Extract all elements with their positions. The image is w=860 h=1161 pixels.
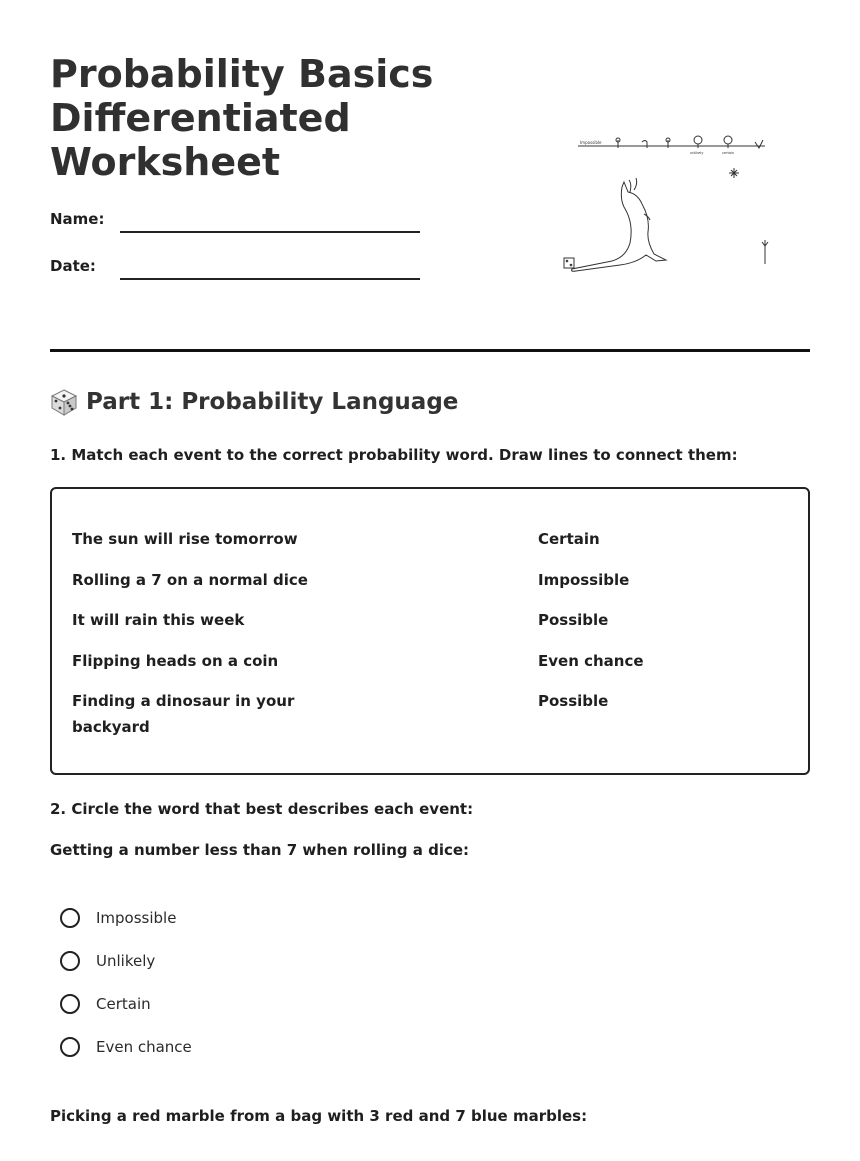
option-unlikely[interactable] bbox=[60, 948, 155, 974]
part1-title: Part 1: Probability Language bbox=[86, 389, 459, 415]
match-word[interactable]: Possible bbox=[538, 611, 609, 629]
name-label: Name: bbox=[50, 210, 105, 228]
worksheet-title: Probability Basics Differentiated Worksheet bbox=[50, 52, 434, 184]
dice-icon bbox=[50, 388, 78, 416]
question-1-prompt: 1. Match each event to the correct probability word. Draw lines to connect them: bbox=[50, 446, 738, 464]
option-certain[interactable] bbox=[60, 991, 151, 1017]
matching-box bbox=[50, 487, 810, 775]
scale-label-impossible: Impossible bbox=[580, 140, 602, 145]
date-field[interactable] bbox=[120, 278, 420, 280]
date-label: Date: bbox=[50, 257, 96, 275]
option-label: Impossible bbox=[96, 909, 177, 927]
section-divider bbox=[50, 349, 810, 352]
match-event[interactable]: Rolling a 7 on a normal dice bbox=[72, 571, 308, 589]
match-word[interactable]: Even chance bbox=[538, 652, 644, 670]
radio-circle-icon[interactable] bbox=[60, 994, 80, 1014]
scale-label-unlikely: unlikely bbox=[690, 151, 704, 155]
part1-heading bbox=[50, 388, 458, 416]
radio-circle-icon[interactable] bbox=[60, 1037, 80, 1057]
match-event[interactable]: It will rain this week bbox=[72, 611, 245, 629]
match-event[interactable]: The sun will rise tomorrow bbox=[72, 530, 298, 548]
question-2a-text: Getting a number less than 7 when rolling a dice: bbox=[50, 841, 470, 859]
radio-circle-icon[interactable] bbox=[60, 908, 80, 928]
option-label: Certain bbox=[96, 995, 151, 1013]
match-event[interactable]: Finding a dinosaur in your backyard bbox=[72, 692, 295, 736]
question-2-prompt: 2. Circle the word that best describes each event: bbox=[50, 800, 474, 818]
radio-circle-icon[interactable] bbox=[60, 951, 80, 971]
question-2b-text: Picking a red marble from a bag with 3 red and 7 blue marbles: bbox=[50, 1107, 588, 1125]
kangaroo-illustration bbox=[560, 130, 780, 275]
name-field[interactable] bbox=[120, 231, 420, 233]
option-impossible[interactable] bbox=[60, 905, 176, 931]
option-label: Unlikely bbox=[96, 952, 156, 970]
match-word[interactable]: Certain bbox=[538, 530, 600, 548]
option-label: Even chance bbox=[96, 1038, 192, 1056]
scale-label-certain: certain bbox=[722, 151, 735, 155]
option-even-chance[interactable] bbox=[60, 1034, 192, 1060]
match-word[interactable]: Impossible bbox=[538, 571, 630, 589]
match-word[interactable]: Possible bbox=[538, 692, 609, 710]
match-event[interactable]: Flipping heads on a coin bbox=[72, 652, 279, 670]
